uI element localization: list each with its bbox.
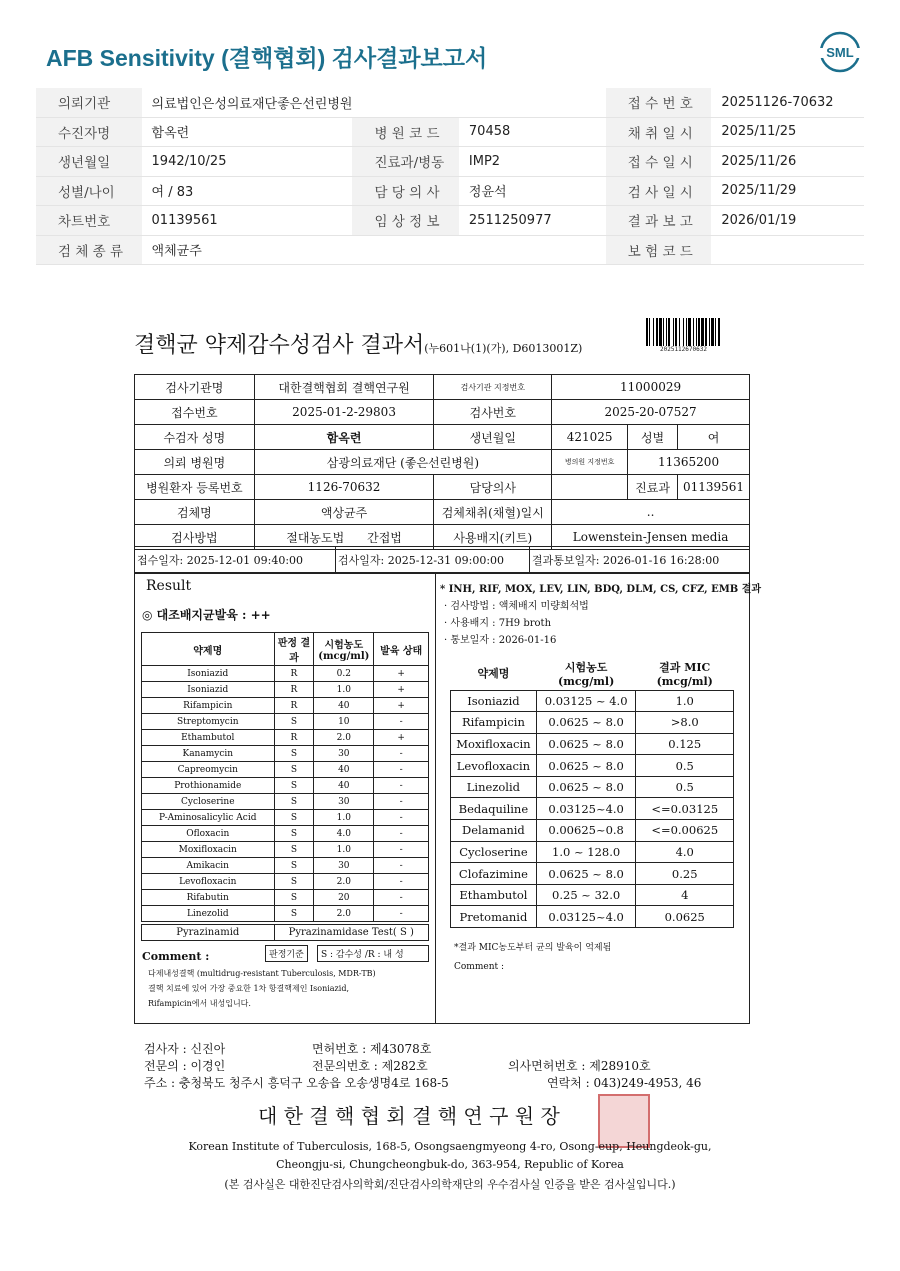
res-cell: 40	[314, 762, 374, 778]
table-row	[142, 714, 429, 730]
res-cell: -	[374, 874, 429, 890]
res-cell: Moxifloxacin	[142, 842, 275, 858]
table-row	[142, 842, 429, 858]
table-row	[451, 755, 734, 777]
info-value: 70458	[459, 117, 606, 147]
mic-cell: 0.0625 ~ 8.0	[536, 776, 636, 798]
res-cell: Amikacin	[142, 858, 275, 874]
mic-cell: Pretomanid	[451, 906, 537, 928]
res-cell: -	[374, 762, 429, 778]
comment-label: Comment :	[142, 950, 210, 963]
tester: 검사자 : 신진아	[144, 1042, 226, 1056]
table-row	[142, 730, 429, 746]
specialist: 전문의 : 이경인	[144, 1059, 226, 1073]
mic-note: *결과 MIC농도부터 균의 발육이 억제됨	[454, 943, 612, 953]
info-row	[36, 235, 864, 265]
mic-table	[450, 657, 734, 928]
res-cell: Capreomycin	[142, 762, 275, 778]
res-cell: -	[374, 890, 429, 906]
doctor-license-no: 의사면허번호 : 제28910호	[508, 1059, 651, 1073]
res-cell: 30	[314, 746, 374, 762]
res-cell: -	[374, 906, 429, 922]
res-cell: R	[274, 698, 314, 714]
mic-cell: Ethambutol	[451, 884, 537, 906]
res-cell: Rifabutin	[142, 890, 275, 906]
criteria-label: 판정기준	[265, 945, 308, 962]
address: 주소 : 충청북도 청주시 흥덕구 오송읍 오송생명4로 168-5	[144, 1076, 449, 1090]
mic-cell: 0.5	[636, 776, 734, 798]
res-cell: -	[374, 826, 429, 842]
info-value: 2025/11/26	[711, 147, 864, 177]
res-cell: R	[274, 730, 314, 746]
info-value: 액체균주	[142, 235, 353, 265]
info-label: 담 당 의 사	[352, 176, 458, 206]
res-header: 시험농도 (mcg/ml)	[314, 633, 374, 666]
res-cell: S	[274, 890, 314, 906]
table-row	[142, 762, 429, 778]
note-line: · 검사방법 : 액체배지 미량희석법	[444, 601, 589, 612]
document-title: 결핵균 약제감수성검사 결과서(누601나(1)(가), D6013001Z)	[134, 333, 583, 358]
table-row	[451, 863, 734, 885]
table-row	[142, 778, 429, 794]
mic-cell: 0.00625~0.8	[536, 820, 636, 842]
mic-cell: Isoniazid	[451, 690, 537, 712]
mic-cell: Levofloxacin	[451, 755, 537, 777]
table-row	[142, 906, 429, 922]
info-label: 생년월일	[36, 147, 142, 177]
res-cell: -	[374, 778, 429, 794]
info-row	[36, 147, 864, 177]
mic-cell: 1.0	[636, 690, 734, 712]
res-cell: Ofloxacin	[142, 826, 275, 842]
info-label	[352, 235, 458, 265]
sml-logo	[818, 30, 862, 74]
res-cell: P-Aminosalicylic Acid	[142, 810, 275, 826]
comment-line: 다제내성결핵 (multidrug-resistant Tuberculosis, MDR-TB)	[148, 969, 376, 978]
table-row	[142, 682, 429, 698]
patient-info-table	[36, 88, 864, 265]
pyrazinamide-row: Pyrazinamid Pyrazinamidase Test( S )	[141, 924, 429, 941]
res-cell: +	[374, 666, 429, 682]
res-cell: R	[274, 682, 314, 698]
info-label	[352, 88, 458, 117]
info-label: 차트번호	[36, 206, 142, 236]
res-cell: 1.0	[314, 682, 374, 698]
table-row	[451, 884, 734, 906]
res-cell: 40	[314, 698, 374, 714]
res-header: 판정 결과	[274, 633, 314, 666]
mic-cell: Bedaquiline	[451, 798, 537, 820]
info-value: 2025/11/29	[711, 176, 864, 206]
table-row	[142, 890, 429, 906]
res-cell: Linezolid	[142, 906, 275, 922]
comment-line: Rifampicin에서 내성입니다.	[148, 999, 251, 1008]
info-value: 여 / 83	[142, 176, 353, 206]
res-cell: S	[274, 746, 314, 762]
info-value: IMP2	[459, 147, 606, 177]
table-row	[451, 906, 734, 928]
res-cell: Ethambutol	[142, 730, 275, 746]
res-cell: 30	[314, 794, 374, 810]
table-row	[142, 794, 429, 810]
report-title: AFB Sensitivity (결핵협회) 검사결과보고서	[46, 45, 488, 71]
mic-cell: Linezolid	[451, 776, 537, 798]
info-label: 임 상 정 보	[352, 206, 458, 236]
table-row	[451, 733, 734, 755]
res-cell: Levofloxacin	[142, 874, 275, 890]
table-row	[142, 826, 429, 842]
mic-cell: 0.03125~4.0	[536, 798, 636, 820]
res-cell: +	[374, 682, 429, 698]
mic-cell: 0.0625 ~ 8.0	[536, 755, 636, 777]
res-cell: R	[274, 666, 314, 682]
info-value: 20251126-70632	[711, 88, 864, 117]
mic-header: 시험농도 (mcg/ml)	[558, 660, 615, 688]
info-label: 결 과 보 고	[606, 206, 712, 236]
info-value: 정윤석	[459, 176, 606, 206]
info-label: 수진자명	[36, 117, 142, 147]
mic-cell: Moxifloxacin	[451, 733, 537, 755]
right-comment-label: Comment :	[454, 962, 505, 972]
res-cell: 40	[314, 778, 374, 794]
res-cell: Cycloserine	[142, 794, 275, 810]
res-cell: -	[374, 842, 429, 858]
table-row	[142, 810, 429, 826]
res-cell: S	[274, 778, 314, 794]
mic-cell: 0.0625	[636, 906, 734, 928]
res-cell: Rifampicin	[142, 698, 275, 714]
res-cell: +	[374, 698, 429, 714]
note-line: · 통보일자 : 2026-01-16	[444, 635, 557, 646]
mic-cell: 0.03125 ~ 4.0	[536, 690, 636, 712]
mic-cell: 0.5	[636, 755, 734, 777]
table-row	[142, 698, 429, 714]
info-value: 의료법인은성의료재단좋은선린병원	[142, 88, 353, 117]
barcode	[646, 318, 746, 346]
info-row	[36, 176, 864, 206]
res-cell: Isoniazid	[142, 682, 275, 698]
mic-cell: Clofazimine	[451, 863, 537, 885]
info-row	[36, 117, 864, 147]
res-cell: 2.0	[314, 730, 374, 746]
res-cell: 0.2	[314, 666, 374, 682]
mic-cell: >8.0	[636, 712, 734, 734]
mic-header: 결과 MIC (mcg/ml)	[656, 660, 713, 688]
res-cell: -	[374, 746, 429, 762]
control-growth: ◎ 대조배지균발육 : ++	[142, 608, 271, 622]
mic-cell: Rifampicin	[451, 712, 537, 734]
mic-cell: 0.125	[636, 733, 734, 755]
specialist-no: 전문의번호 : 제282호	[312, 1059, 428, 1073]
res-header: 약제명	[142, 633, 275, 666]
res-header: 발육 상태	[374, 633, 429, 666]
table-row	[451, 841, 734, 863]
info-value	[711, 235, 864, 265]
res-cell: Prothionamide	[142, 778, 275, 794]
res-cell: Streptomycin	[142, 714, 275, 730]
mic-cell: 4.0	[636, 841, 734, 863]
res-cell: -	[374, 858, 429, 874]
mic-cell: <=0.00625	[636, 820, 734, 842]
info-value	[459, 235, 606, 265]
info-label: 채 취 일 시	[606, 117, 712, 147]
license-no: 면허번호 : 제43078호	[312, 1042, 432, 1056]
info-row	[36, 206, 864, 236]
info-label: 진료과/병동	[352, 147, 458, 177]
result-label: Result	[146, 578, 192, 594]
res-cell: +	[374, 730, 429, 746]
contact: 연락처 : 043)249-4953, 46	[547, 1076, 702, 1090]
res-cell: S	[274, 826, 314, 842]
res-cell: -	[374, 714, 429, 730]
note-line: · 사용배지 : 7H9 broth	[444, 618, 552, 629]
table-row	[451, 690, 734, 712]
info-value: 2511250977	[459, 206, 606, 236]
res-cell: 2.0	[314, 906, 374, 922]
res-cell: -	[374, 794, 429, 810]
criteria: S : 감수성 /R : 내 성	[317, 945, 429, 962]
mic-cell: 0.0625 ~ 8.0	[536, 733, 636, 755]
mic-cell: 0.0625 ~ 8.0	[536, 712, 636, 734]
note-line: * INH, RIF, MOX, LEV, LIN, BDQ, DLM, CS, CFZ, EMB 결과	[440, 584, 762, 595]
address-en-1: Korean Institute of Tuberculosis, 168-5, Osongsaengmyeong 4-ro, Osong-eup, Heungdeok-gu,	[188, 1140, 712, 1153]
res-cell: Kanamycin	[142, 746, 275, 762]
res-cell: S	[274, 842, 314, 858]
res-cell: 1.0	[314, 842, 374, 858]
mic-cell: 4	[636, 884, 734, 906]
res-cell: S	[274, 906, 314, 922]
info-label: 의뢰기관	[36, 88, 142, 117]
table-row	[142, 858, 429, 874]
mic-cell: 0.25	[636, 863, 734, 885]
test-info-grid: 검사기관명 대한결핵협회 결핵연구원 검사기관 지정번호 11000029 접수번호 2025-01-2-29803 검사번호 2025-20-07527 수검자 성명 함옥련 생년월일 421025 성별 여 의뢰 병원명 삼광의료재단 (좋은선린병원) 병의원 지정번호 11365200 병원환자 등록번호 1126-70632 담당의사 진료과 01139561 검체명 액상균주 검체채취(채혈)일시 .. 검사방법 절대농도법 간접법 사용배지(키트) Lowenstein-Jensen media	[134, 374, 750, 550]
table-row	[142, 746, 429, 762]
resistance-table	[141, 632, 429, 922]
mic-header: 약제명	[477, 667, 510, 681]
info-label: 병 원 코 드	[352, 117, 458, 147]
info-label: 검 체 종 류	[36, 235, 142, 265]
res-cell: S	[274, 794, 314, 810]
info-value: 01139561	[142, 206, 353, 236]
table-row	[451, 798, 734, 820]
res-cell: S	[274, 858, 314, 874]
barcode-number: 2025112670632	[660, 346, 707, 353]
certification: (본 검사실은 대한진단검사의학회/진단검사의학재단의 우수검사실 인증을 받은 검사실입니다.)	[224, 1178, 676, 1191]
mic-cell: <=0.03125	[636, 798, 734, 820]
res-cell: 10	[314, 714, 374, 730]
info-value: 2025/11/25	[711, 117, 864, 147]
res-cell: 4.0	[314, 826, 374, 842]
info-label: 접 수 일 시	[606, 147, 712, 177]
res-cell: S	[274, 874, 314, 890]
mic-cell: 0.0625 ~ 8.0	[536, 863, 636, 885]
org-name: 대 한 결 핵 협 회 결 핵 연 구 원 장	[258, 1104, 560, 1128]
table-row	[142, 666, 429, 682]
table-row	[451, 776, 734, 798]
info-value: 2026/01/19	[711, 206, 864, 236]
table-row	[451, 712, 734, 734]
comment-line: 결핵 치료에 있어 가장 중요한 1차 항결핵제인 Isoniazid,	[148, 984, 349, 993]
res-cell: S	[274, 810, 314, 826]
info-value: 함옥련	[142, 117, 353, 147]
table-row	[451, 820, 734, 842]
svg-text:SML: SML	[826, 45, 854, 60]
table-row	[142, 874, 429, 890]
info-value: 1942/10/25	[142, 147, 353, 177]
info-value	[459, 88, 606, 117]
info-label: 검 사 일 시	[606, 176, 712, 206]
dates-row: 접수일자: 2025-12-01 09:40:00 검사일자: 2025-12-31 09:00:00 결과통보일자: 2026-01-16 16:28:00	[134, 546, 750, 574]
res-cell: 2.0	[314, 874, 374, 890]
mic-cell: 0.25 ~ 32.0	[536, 884, 636, 906]
res-cell: 20	[314, 890, 374, 906]
res-cell: 1.0	[314, 810, 374, 826]
mic-cell: 1.0 ~ 128.0	[536, 841, 636, 863]
mic-cell: 0.03125~4.0	[536, 906, 636, 928]
info-label: 보 험 코 드	[606, 235, 712, 265]
res-cell: -	[374, 810, 429, 826]
mic-cell: Cycloserine	[451, 841, 537, 863]
info-label: 접 수 번 호	[606, 88, 712, 117]
info-row	[36, 88, 864, 117]
res-cell: S	[274, 762, 314, 778]
address-en-2: Cheongju-si, Chungcheongbuk-do, 363-954, Republic of Korea	[276, 1158, 624, 1171]
mic-cell: Delamanid	[451, 820, 537, 842]
info-label: 성별/나이	[36, 176, 142, 206]
res-cell: 30	[314, 858, 374, 874]
res-cell: Isoniazid	[142, 666, 275, 682]
res-cell: S	[274, 714, 314, 730]
